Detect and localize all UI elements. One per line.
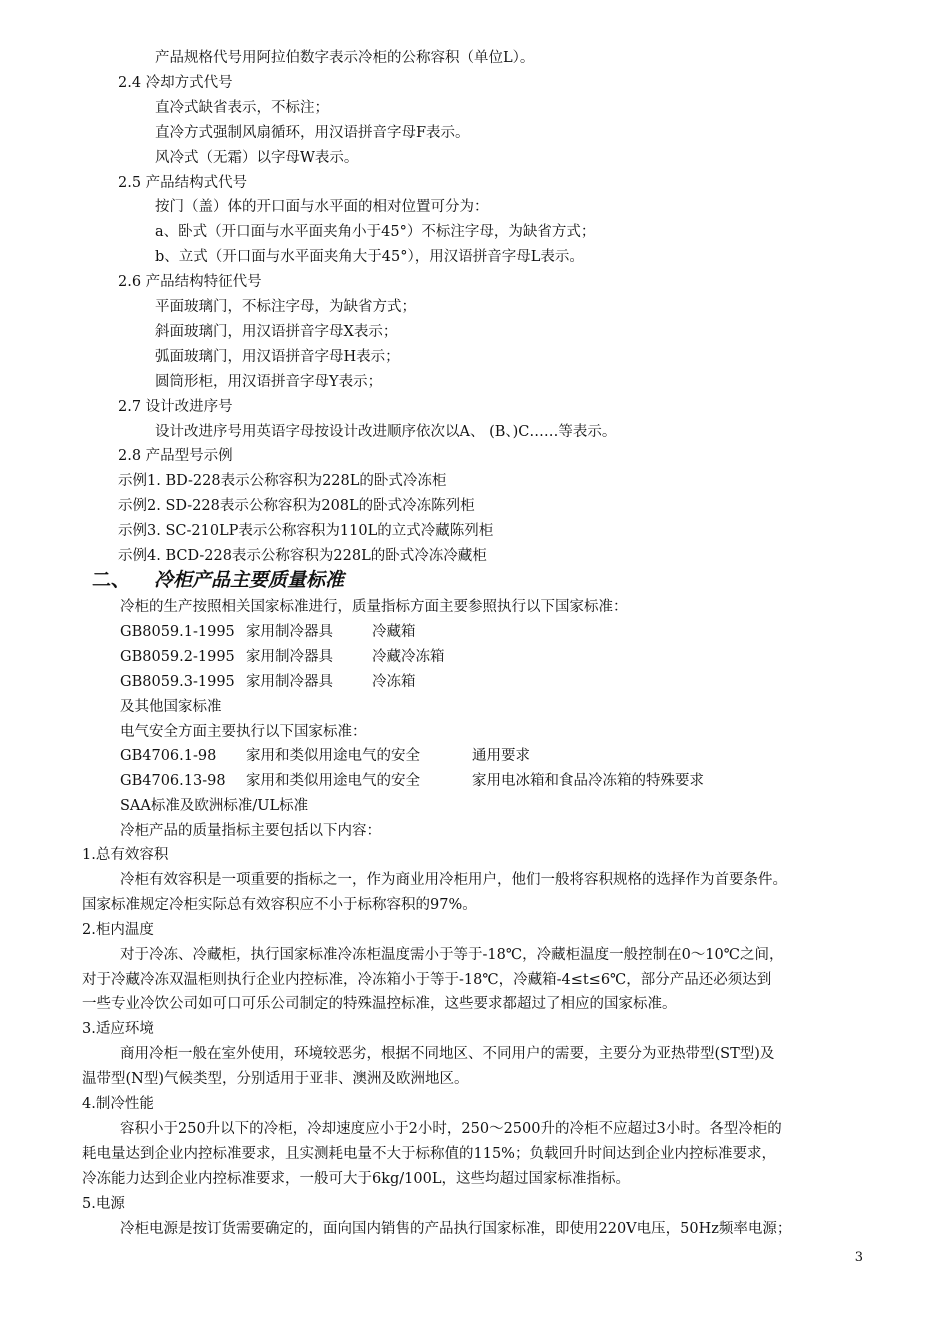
- text-line: 产品规格代号用阿拉伯数字表示冷柜的公称容积（单位L）。: [155, 50, 535, 66]
- text-line: b、立式（开口面与水平面夹角大于45°），用汉语拼音字母L表示。: [155, 249, 584, 266]
- text-line: 2.8 产品型号示例: [118, 448, 233, 465]
- paragraph-line: 对于冷冻、冷藏柜，执行国家标准冷冻柜温度需小于等于-18℃，冷藏柜温度一般控制在0～10℃之间，: [120, 946, 784, 963]
- paragraph-line: 冷柜电源是按订货需要确定的，面向国内销售的产品执行国家标准，即使用220V电压，50Hz频率电源；: [120, 1220, 792, 1237]
- standard-cell: GB8059.3-1995: [120, 673, 235, 690]
- text-line: 平面玻璃门，不标注字母，为缺省方式；: [155, 299, 416, 315]
- standard-cell: GB8059.1-1995: [120, 623, 235, 640]
- standard-cell: GB8059.2-1995: [120, 648, 235, 665]
- text-line: 示例1. BD-228表示公称容积为228L的卧式冷冻柜: [118, 473, 447, 490]
- text-line: 直冷方式强制风扇循环，用汉语拼音字母F表示。: [155, 124, 470, 141]
- standard-cell: GB4706.13-98: [120, 773, 226, 790]
- text-line: SAA标准及欧洲标准/UL标准: [120, 798, 309, 815]
- standard-cell: 家用电冰箱和食品冷冻箱的特殊要求: [472, 773, 704, 790]
- paragraph-line: 容积小于250升以下的冷柜，冷却速度应小于2小时，250～2500升的冷柜不应超过3小时。各型冷柜的: [120, 1120, 782, 1137]
- text-line: 2.7 设计改进序号: [118, 398, 233, 415]
- text-line: 示例4. BCD-228表示公称容积为228L的卧式冷冻冷藏柜: [118, 548, 487, 564]
- section-heading: [92, 568, 344, 592]
- paragraph-line: 对于冷藏冷冻双温柜则执行企业内控标准，冷冻箱小于等于-18℃，冷藏箱-4≤t≤6℃，部分产品还必须达到: [82, 971, 772, 988]
- paragraph-line: 耗电量达到企业内控标准要求，且实测耗电量不大于标称值的115%；负载回升时间达到企业内控标准要求，: [82, 1145, 776, 1162]
- text-line: 冷柜产品的质量指标主要包括以下内容：: [120, 823, 381, 840]
- text-line: 直冷式缺省表示，不标注；: [155, 99, 329, 116]
- page-number: 3: [854, 1250, 863, 1265]
- subsection-title: 2.柜内温度: [82, 921, 154, 938]
- text-line: 弧面玻璃门，用汉语拼音字母H表示；: [155, 348, 400, 365]
- paragraph-line: 一些专业冷饮公司如可口可乐公司制定的特殊温控标准，这些要求都超过了相应的国家标准。: [82, 996, 677, 1013]
- text-line: 风冷式（无霜）以字母W表示。: [155, 149, 359, 166]
- text-line: 2.4 冷却方式代号: [118, 74, 233, 91]
- paragraph-line: 国家标准规定冷柜实际总有效容积应不小于标称容积的97%。: [82, 896, 477, 913]
- standard-cell: 冷藏箱: [372, 623, 416, 640]
- paragraph-line: 温带型(N型)气候类型，分别适用于亚非、澳洲及欧洲地区。: [82, 1071, 469, 1088]
- subsection-title: 5.电源: [82, 1195, 125, 1212]
- text-line: a、卧式（开口面与水平面夹角小于45°）不标注字母，为缺省方式；: [155, 224, 596, 241]
- paragraph-line: 商用冷柜一般在室外使用，环境较恶劣，根据不同地区、不同用户的需要，主要分为亚热带型(ST型)及: [120, 1046, 775, 1063]
- text-line: 示例2. SD-228表示公称容积为208L的卧式冷冻陈列柜: [118, 498, 475, 515]
- text-line: 及其他国家标准: [120, 698, 222, 715]
- section-heading-title: 冷柜产品主要质量标准: [154, 569, 345, 591]
- paragraph-line: 冷冻能力达到企业内控标准要求，一般可大于6kg/100L，这些均超过国家标准指标。: [82, 1170, 630, 1187]
- standard-cell: 家用和类似用途电气的安全: [246, 773, 420, 790]
- text-line: 2.6 产品结构特征代号: [118, 274, 262, 291]
- paragraph-line: 冷柜有效容积是一项重要的指标之一，作为商业用冷柜用户，他们一般将容积规格的选择作为首要条件。: [120, 871, 787, 888]
- text-line: 按门（盖）体的开口面与水平面的相对位置可分为：: [155, 199, 489, 216]
- text-line: 冷柜的生产按照相关国家标准进行，质量指标方面主要参照执行以下国家标准：: [120, 599, 628, 615]
- text-line: 2.5 产品结构式代号: [118, 174, 248, 191]
- subsection-title: 1.总有效容积: [82, 847, 169, 863]
- text-line: 斜面玻璃门，用汉语拼音字母X表示；: [155, 323, 398, 340]
- standard-cell: 家用制冷器具: [246, 623, 333, 640]
- standard-cell: 冷藏冷冻箱: [372, 648, 445, 665]
- section-heading-number: 二、: [92, 569, 131, 591]
- subsection-title: 3.适应环境: [82, 1021, 154, 1038]
- standard-cell: GB4706.1-98: [120, 748, 217, 765]
- text-line: 设计改进序号用英语字母按设计改进顺序依次以A、 (B、)C……等表示。: [155, 423, 617, 440]
- subsection-title: 4.制冷性能: [82, 1096, 154, 1112]
- standard-cell: 通用要求: [472, 748, 530, 765]
- text-line: 电气安全方面主要执行以下国家标准：: [120, 723, 367, 740]
- standard-cell: 家用和类似用途电气的安全: [246, 748, 420, 765]
- text-line: 示例3. SC-210LP表示公称容积为110L的立式冷藏陈列柜: [118, 523, 494, 540]
- standard-cell: 家用制冷器具: [246, 648, 333, 665]
- text-line: 圆筒形柜，用汉语拼音字母Y表示；: [155, 373, 383, 390]
- standard-cell: 家用制冷器具: [246, 673, 333, 690]
- standard-cell: 冷冻箱: [372, 673, 416, 690]
